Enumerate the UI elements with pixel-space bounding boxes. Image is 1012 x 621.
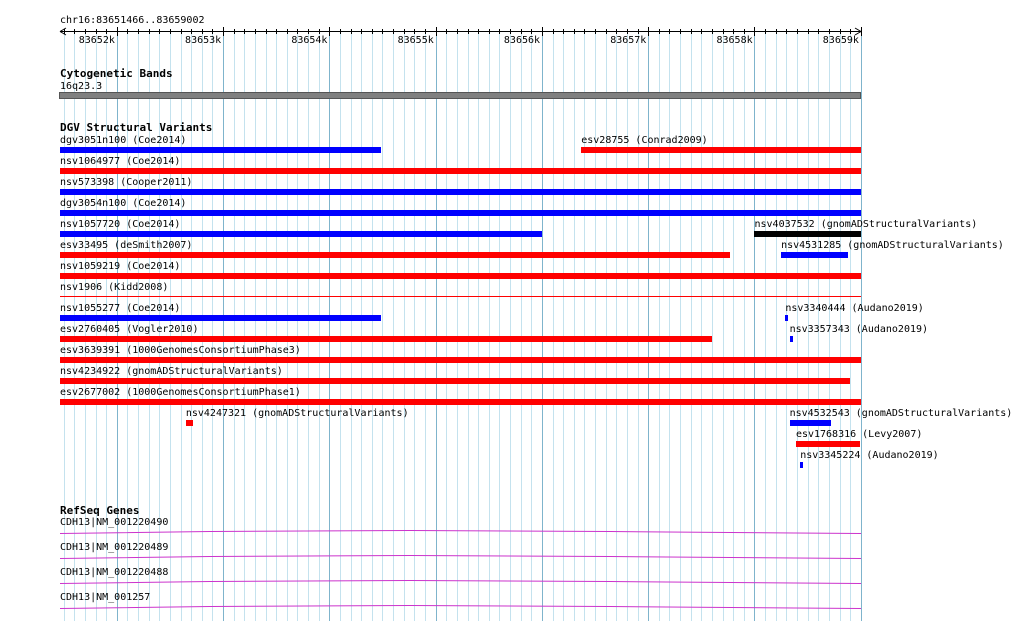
dgv-feature-label[interactable]: nsv1059219 (Coe2014) (60, 261, 181, 272)
refseq-intron-line[interactable] (60, 556, 861, 559)
dgv-feature-label[interactable]: esv2760405 (Vogler2010) (60, 324, 199, 335)
dgv-feature-label[interactable]: esv3639391 (1000GenomesConsortiumPhase3) (60, 345, 301, 356)
ruler-tick-label: 83652k (78, 35, 115, 46)
track-title-dgv: DGV Structural Variants (60, 121, 213, 134)
dgv-feature-label[interactable]: nsv1055277 (Coe2014) (60, 303, 181, 314)
ruler-tick-label: 83657k (610, 35, 647, 46)
dgv-feature-label[interactable]: dgv3051n100 (Coe2014) (60, 135, 187, 146)
ruler-tick-label: 83653k (185, 35, 222, 46)
refseq-intron-line[interactable] (60, 606, 861, 609)
ruler-tick-label: 83655k (397, 35, 434, 46)
dgv-feature-label[interactable]: nsv1057720 (Coe2014) (60, 219, 181, 230)
refseq-gene-label[interactable]: CDH13|NM_001220489 (60, 542, 169, 553)
dgv-feature-label[interactable]: dgv3054n100 (Coe2014) (60, 198, 187, 209)
dgv-feature-label[interactable]: nsv1906 (Kidd2008) (60, 282, 169, 293)
ruler-tick-label: 83658k (716, 35, 753, 46)
refseq-intron-line[interactable] (60, 581, 861, 584)
dgv-feature-label[interactable]: nsv3345224 (Audano2019) (800, 450, 939, 461)
refseq-gene-label[interactable]: CDH13|NM_001220490 (60, 517, 169, 528)
dgv-feature-label[interactable]: nsv573398 (Cooper2011) (60, 177, 193, 188)
track-title-refseq: RefSeq Genes (60, 504, 140, 517)
track-title-cytobands: Cytogenetic Bands (60, 67, 173, 80)
dgv-feature-label[interactable]: esv2677002 (1000GenomesConsortiumPhase1) (60, 387, 301, 398)
dgv-feature-label[interactable]: esv1768316 (Levy2007) (795, 429, 923, 440)
ruler-tick-label: 83659k (822, 35, 859, 46)
dgv-feature-label[interactable]: nsv4037532 (gnomADStructuralVariants) (754, 219, 978, 230)
refseq-gene-label[interactable]: CDH13|NM_001220488 (60, 567, 169, 578)
refseq-gene-label[interactable]: CDH13|NM_001257 (60, 592, 151, 603)
location-label: chr16:83651466..83659002 (60, 15, 205, 26)
dgv-feature-label[interactable]: nsv4247321 (gnomADStructuralVariants) (185, 408, 409, 419)
ruler-tick-label: 83654k (291, 35, 328, 46)
dgv-feature-label[interactable]: nsv4531285 (gnomADStructuralVariants) (781, 240, 1004, 251)
dgv-feature-label[interactable]: nsv1064977 (Coe2014) (60, 156, 181, 167)
dgv-feature-label[interactable]: nsv3340444 (Audano2019) (785, 303, 924, 314)
dgv-feature-label[interactable]: esv33495 (deSmith2007) (60, 240, 193, 251)
dgv-feature-label[interactable]: nsv3357343 (Audano2019) (789, 324, 929, 335)
ruler-tick-label: 83656k (503, 35, 541, 46)
dgv-feature-label[interactable]: nsv4234922 (gnomADStructuralVariants) (60, 366, 283, 377)
dgv-feature-label[interactable]: esv28755 (Conrad2009) (581, 135, 708, 146)
dgv-feature-label[interactable]: nsv4532543 (gnomADStructuralVariants) (789, 408, 1012, 419)
refseq-intron-line[interactable] (60, 531, 861, 534)
cytoband-label: 16q23.3 (60, 81, 103, 92)
